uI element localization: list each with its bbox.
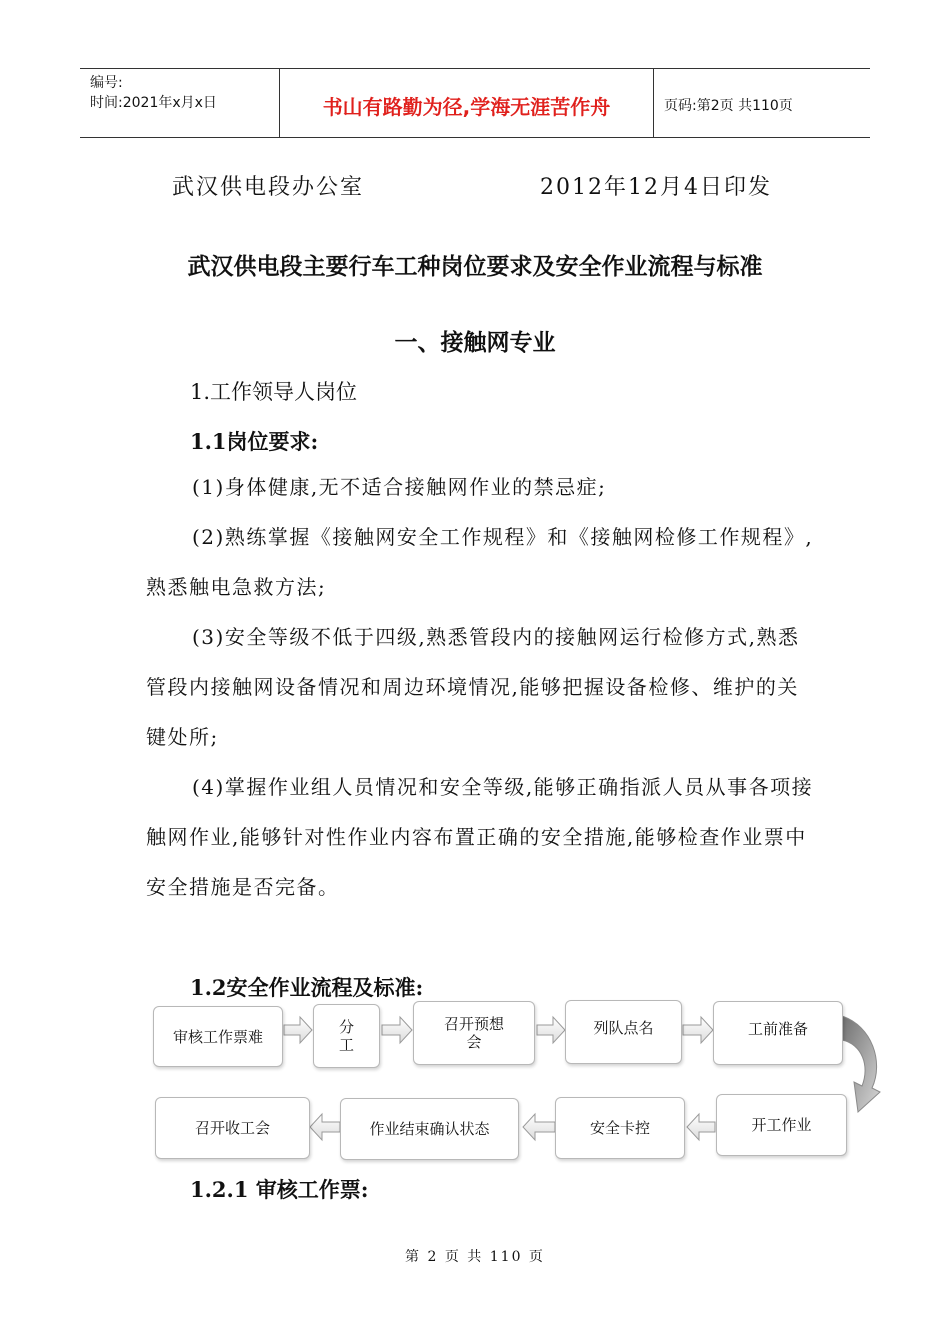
header-time: 时间:2021年x月x日 (90, 95, 217, 111)
header-number: 编号: (90, 75, 123, 91)
requirement-3: (3)安全等级不低于四级,熟悉管段内的接触网运行检修方式,熟悉管段内接触网设备情况和周边环境情况,能够把握设备检修、维护的关键处所; (146, 625, 800, 749)
document-title: 武汉供电段主要行车工种岗位要求及安全作业流程与标准 (187, 254, 763, 280)
flow-arrow-4 (683, 1017, 713, 1043)
issue-date: 2012年12月4日印发 (540, 175, 772, 200)
flow-arrow-8 (310, 1114, 340, 1140)
flow-step-safety-control: 安全卡控 (555, 1097, 685, 1159)
flow-step-review-ticket: 审核工作票难 (153, 1006, 283, 1067)
flow-heading: 1.2安全作业流程及标准: (190, 975, 424, 1000)
requirement-4: (4)掌握作业组人员情况和安全等级,能够正确指派人员从事各项接触网作业,能够针对性作业内容布置正确的安全措施,能够检查作业票中安全措施是否完备。 (146, 775, 814, 899)
subsection-title: 1.工作领导人岗位 (190, 380, 358, 404)
review-ticket-heading: 1.2.1 审核工作票: (190, 1177, 369, 1202)
flow-step-assign: 分工 (313, 1004, 380, 1068)
flow-arrow-6 (687, 1114, 715, 1140)
section-title: 一、接触网专业 (394, 330, 556, 356)
requirements-heading: 1.1岗位要求: (190, 429, 319, 454)
flow-step-closing-meeting: 召开收工会 (155, 1097, 310, 1159)
flow-arrow-3 (537, 1017, 565, 1043)
header-motto: 书山有路勤为径,学海无涯苦作舟 (280, 69, 654, 137)
flow-step-roll-call: 列队点名 (565, 1000, 682, 1064)
flow-arrow-1 (284, 1017, 312, 1043)
flow-arrow-2 (382, 1017, 412, 1043)
header-page-number: 页码:第2页 共110页 (664, 98, 793, 114)
flow-step-preparation: 工前准备 (713, 1001, 843, 1065)
flow-step-pre-meeting: 召开预想会 (413, 1001, 535, 1065)
flow-step-confirm-status: 作业结束确认状态 (340, 1098, 519, 1160)
issuer-office: 武汉供电段办公室 (172, 175, 365, 200)
page-header (80, 68, 870, 138)
flow-step-start-work: 开工作业 (716, 1094, 847, 1156)
requirement-2: (2)熟练掌握《接触网安全工作规程》和《接触网检修工作规程》,熟悉触电急救方法; (146, 525, 814, 599)
header-meta (80, 69, 280, 137)
flow-curve-arrow (842, 1016, 880, 1112)
flow-arrow-7 (523, 1114, 555, 1140)
page-footer: 第 2 页 共 110 页 (405, 1249, 545, 1265)
requirement-1: (1)身体健康,无不适合接触网作业的禁忌症; (192, 475, 607, 499)
